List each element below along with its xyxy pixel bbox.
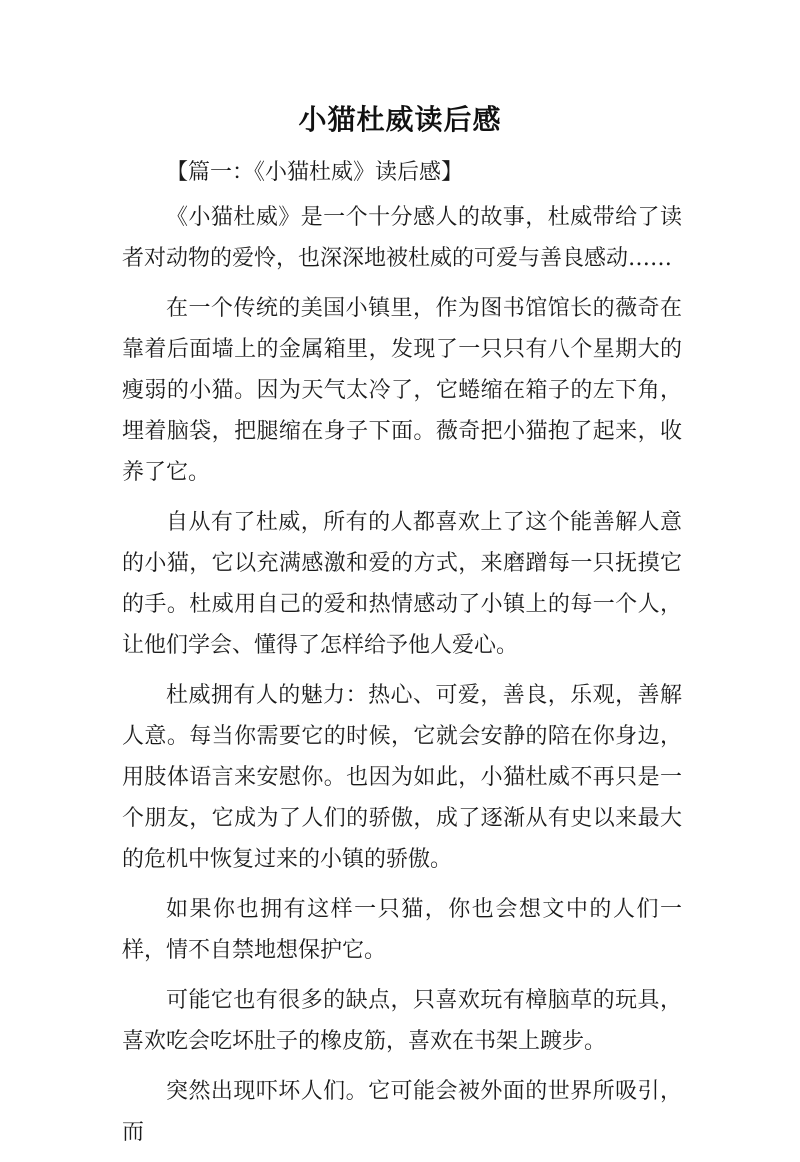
paragraph: 在一个传统的美国小镇里，作为图书馆馆长的薇奇在靠着后面墙上的金属箱里，发现了一只只有八个星期大的瘦弱的小猫。因为天气太冷了，它蜷缩在箱子的左下角，埋着脑袋，把腿缩在身子下面。薇奇把小猫抱了起来，收养了它。 (122, 296, 682, 485)
document-body (122, 152, 682, 1162)
paragraph: 自从有了杜威，所有的人都喜欢上了这个能善解人意的小猫，它以充满感激和爱的方式，来磨蹭每一只抚摸它的手。杜威用自己的爱和热情感动了小镇上的每一个人，让他们学会、懂得了怎样给予他人爱心。 (122, 510, 682, 658)
document-title: 小猫杜威读后感 (298, 103, 502, 136)
paragraph: 《小猫杜威》是一个十分感人的故事，杜威带给了读者对动物的爱怜，也深深地被杜威的可爱与善良感动…… (122, 205, 682, 271)
paragraph: 可能它也有很多的缺点，只喜欢玩有樟脑草的玩具，喜欢吃会吃坏肚子的橡皮筋，喜欢在书架上踱步。 (122, 988, 682, 1054)
paragraph: 突然出现吓坏人们。它可能会被外面的世界所吸引，而 (122, 1079, 682, 1145)
paragraph: 如果你也拥有这样一只猫，你也会想文中的人们一样，情不自禁地想保护它。 (122, 897, 682, 963)
paragraph: 杜威拥有人的魅力：热心、可爱，善良，乐观，善解人意。每当你需要它的时候，它就会安静的陪在你身边，用肢体语言来安慰你。也因为如此，小猫杜威不再只是一个朋友，它成为了人们的骄傲，成了逐渐从有史以来最大的危机中恢复过来的小镇的骄傲。 (122, 683, 682, 872)
section-heading: 【篇一：《小猫杜威》读后感】 (166, 160, 464, 185)
